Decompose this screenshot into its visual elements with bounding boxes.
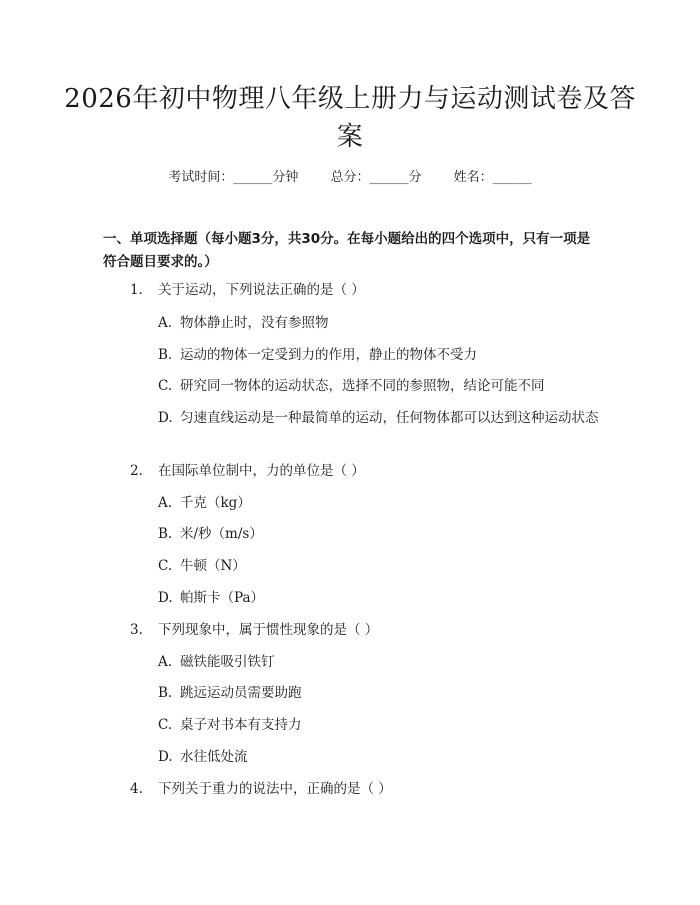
question-number: 2. <box>130 463 143 479</box>
option-text: 研究同一物体的运动状态，选择不同的参照物，结论可能不同 <box>180 378 545 394</box>
option-text: 磁铁能吸引铁钉 <box>180 654 275 670</box>
option-1c <box>158 376 545 396</box>
question-2 <box>130 461 365 481</box>
option-letter: C. <box>158 378 173 394</box>
option-letter: B. <box>158 526 173 542</box>
option-text: 桌子对书本有支持力 <box>180 717 302 733</box>
option-text: 跳远运动员需要助跑 <box>180 685 302 701</box>
option-letter: D. <box>158 410 173 426</box>
option-text: 米/秒（m/s） <box>180 526 263 542</box>
option-text: 水往低处流 <box>180 749 248 765</box>
exam-meta <box>0 168 700 188</box>
option-letter: A. <box>158 654 173 670</box>
option-3d <box>158 747 248 767</box>
option-1b <box>158 345 477 365</box>
option-letter: A. <box>158 495 173 511</box>
total-score: 总分：______分 <box>330 170 422 185</box>
option-letter: C. <box>158 717 173 733</box>
option-2a <box>158 493 251 513</box>
option-letter: B. <box>158 685 173 701</box>
option-letter: D. <box>158 590 173 606</box>
option-3a <box>158 652 275 672</box>
option-1d <box>103 407 603 429</box>
question-number: 4. <box>130 781 143 797</box>
page-title: 2026年初中物理八年级上册力与运动测试卷及答案 <box>64 84 636 152</box>
option-text: 千克（kg） <box>180 495 251 511</box>
option-2b <box>158 524 263 544</box>
question-stem: 下列现象中，属于惯性现象的是（ ） <box>158 622 379 638</box>
option-1a <box>158 313 329 333</box>
option-2c <box>158 556 246 576</box>
question-number: 3. <box>130 622 143 638</box>
section-heading: 一、单项选择题（每小题3分，共30分。在每小题给出的四个选项中，只有一项是符合题目要求的。） <box>103 231 591 270</box>
question-3 <box>130 620 378 640</box>
option-letter: D. <box>158 749 173 765</box>
question-1 <box>130 280 365 300</box>
option-text: 物体静止时，没有参照物 <box>180 315 329 331</box>
option-text: 匀速直线运动是一种最简单的运动，任何物体都可以达到这种运动状态 <box>180 410 599 426</box>
question-stem: 下列关于重力的说法中，正确的是（ ） <box>158 781 392 797</box>
option-2d <box>158 588 264 608</box>
option-3c <box>158 715 302 735</box>
option-letter: A. <box>158 315 173 331</box>
option-text: 帕斯卡（Pa） <box>180 590 265 606</box>
exam-time: 考试时间：______分钟 <box>168 170 299 185</box>
option-3b <box>158 683 302 703</box>
question-stem: 关于运动，下列说法正确的是（ ） <box>158 282 365 298</box>
option-text: 运动的物体一定受到力的作用，静止的物体不受力 <box>180 347 477 363</box>
option-letter: B. <box>158 347 173 363</box>
option-letter: C. <box>158 558 173 574</box>
option-text: 牛顿（N） <box>180 558 246 574</box>
question-4 <box>130 779 392 799</box>
student-name: 姓名：______ <box>453 170 532 185</box>
question-number: 1. <box>130 282 143 298</box>
question-stem: 在国际单位制中，力的单位是（ ） <box>158 463 365 479</box>
